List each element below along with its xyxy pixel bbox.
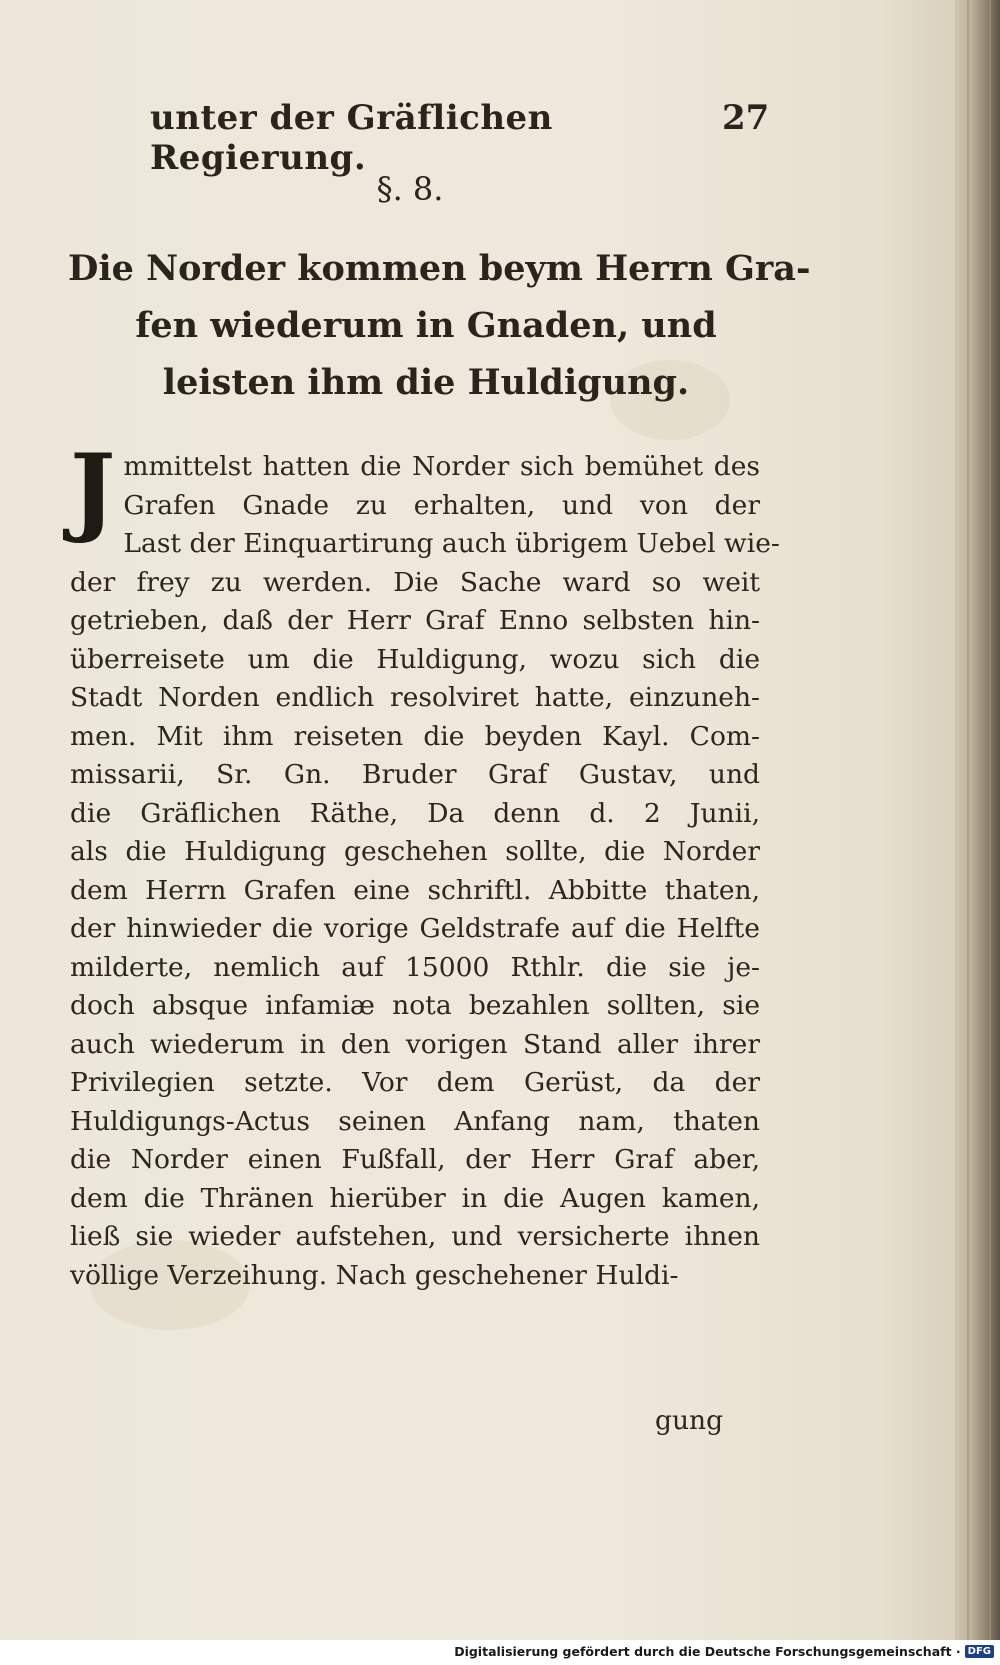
title-line: Die Norder kommen beym Herrn Gra-	[68, 248, 811, 289]
text-line: der hinwieder die vorige Geldstrafe auf die Helfte	[70, 913, 760, 944]
text-line: Huldigungs-Actus seinen Anfang nam, thaten	[70, 1105, 760, 1137]
text-line: Grafen Gnade zu erhalten, und von der	[123, 489, 760, 521]
title-line: fen wiederum in Gnaden, und	[135, 305, 717, 346]
text-line: getrieben, daß der Herr Graf Enno selbsten hin-	[70, 605, 760, 636]
text-line: die Norder einen Fußfall, der Herr Graf aber,	[70, 1144, 760, 1175]
body-paragraph	[70, 433, 780, 1295]
text-line: die Gräflichen Räthe, Da denn d. 2 Junii,	[70, 797, 760, 829]
text-line: men. Mit ihm reiseten die beyden Kayl. Com-	[70, 720, 760, 752]
text-line: dem die Thränen hierüber in die Augen kamen,	[70, 1182, 760, 1214]
edge-line	[967, 0, 969, 1640]
text-line: missarii, Sr. Gn. Bruder Graf Gustav, und	[70, 759, 760, 790]
text-line: Last der Einquartirung auch übrigem Uebel wie-	[123, 528, 780, 559]
section-number: §. 8.	[376, 170, 444, 208]
digitization-credit	[454, 1644, 994, 1659]
chapter-title	[68, 240, 811, 411]
text-line: als die Huldigung geschehen sollte, die Norder	[70, 836, 760, 867]
running-head: unter der Gräflichen Regierung.	[150, 98, 553, 178]
edge-line	[979, 0, 981, 1640]
text-line: milderte, nemlich auf 15000 Rthlr. die sie je-	[70, 951, 760, 983]
book-edge	[955, 0, 1000, 1640]
text-line: ließ sie wieder aufstehen, und versicherte ihnen	[70, 1221, 760, 1252]
catchword: gung	[655, 1405, 724, 1436]
text-line: überreisete um die Huldigung, wozu sich die	[70, 643, 760, 675]
dfg-logo: DFG	[965, 1645, 994, 1658]
text-line: Stadt Norden endlich resolviret hatte, einzuneh-	[70, 682, 760, 713]
drop-cap: J	[70, 433, 116, 546]
text-line: auch wiederum in den vorigen Stand aller ihrer	[70, 1028, 760, 1060]
text-line: der frey zu werden. Die Sache ward so weit	[70, 566, 760, 598]
text-line: völlige Verzeihung. Nach geschehener Huldi-	[70, 1259, 679, 1291]
credit-text: Digitalisierung gefördert durch die Deutsche Forschungsgemeinschaft ·	[454, 1644, 961, 1659]
text-line: doch absque infamiæ nota bezahlen sollten, sie	[70, 990, 760, 1021]
text-line: Privilegien setzte. Vor dem Gerüst, da der	[70, 1067, 760, 1098]
edge-line	[989, 0, 991, 1640]
text-line: mmittelst hatten die Norder sich bemühet des	[123, 451, 760, 482]
title-line: leisten ihm die Huldigung.	[162, 362, 690, 403]
page-number: 27	[722, 98, 770, 138]
text-line: dem Herrn Grafen eine schriftl. Abbitte thaten,	[70, 874, 760, 906]
